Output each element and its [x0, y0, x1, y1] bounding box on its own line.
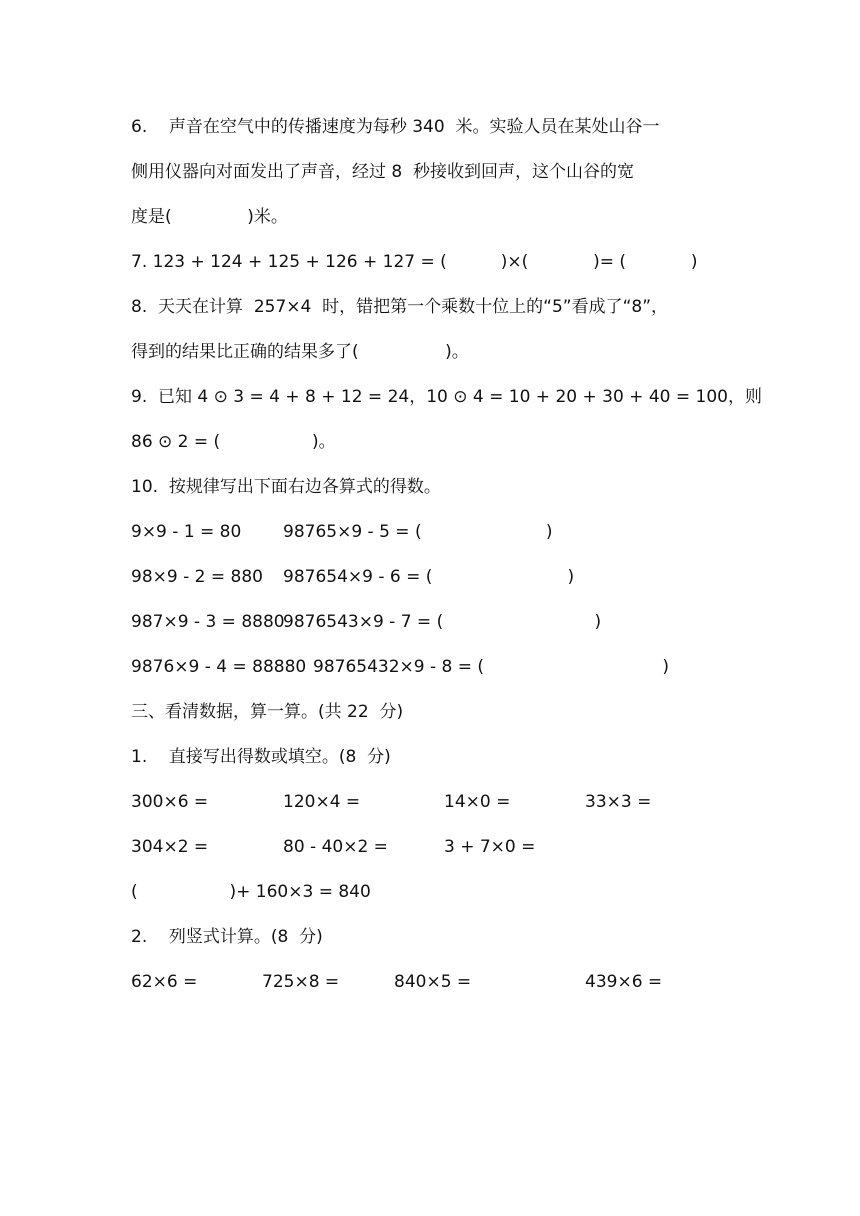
calc-62x6: 62×6 = — [131, 972, 198, 992]
pattern-left-4: 9876×9 - 4 = 88880 — [131, 657, 307, 677]
pattern-right-4: 98765432×9 - 8 = ( ) — [313, 657, 669, 677]
part-2-title: 2. 列竖式计算。(8 分) — [131, 927, 323, 947]
calc-300x6: 300×6 = — [131, 792, 209, 812]
calc-14x0: 14×0 = — [444, 792, 511, 812]
pattern-right-3: 9876543×9 - 7 = ( ) — [283, 612, 602, 632]
part-1-title: 1. 直接写出得数或填空。(8 分) — [131, 747, 391, 767]
q6-line-2: 侧用仪器向对面发出了声音，经过 8 秒接收到回声，这个山谷的宽 — [131, 162, 635, 182]
pattern-right-1: 98765×9 - 5 = ( ) — [283, 522, 553, 542]
calc-3-7x0: 3 + 7×0 = — [444, 837, 536, 857]
q7: 7. 123 + 124 + 125 + 126 + 127 = ( )×( )= ( ) — [131, 252, 698, 272]
q6-line-3: 度是( )米。 — [131, 207, 288, 227]
q9-line-1: 9. 已知 4 ⊙ 3 = 4 + 8 + 12 = 24，10 ⊙ 4 = 10 + 20 + 30 + 40 = 100，则 — [131, 387, 762, 407]
pattern-left-3: 987×9 - 3 = 8880 — [131, 612, 285, 632]
q9-line-2: 86 ⊙ 2 = ( )。 — [131, 432, 336, 452]
pattern-left-1: 9×9 - 1 = 80 — [131, 522, 242, 542]
calc-439x6: 439×6 = — [585, 972, 663, 992]
pattern-left-2: 98×9 - 2 = 880 — [131, 567, 263, 587]
calc-725x8: 725×8 = — [262, 972, 340, 992]
calc-120x4: 120×4 = — [283, 792, 361, 812]
section-3-title: 三、看清数据，算一算。(共 22 分) — [131, 702, 404, 722]
q8-line-1: 8. 天天在计算 257×4 时，错把第一个乘数十位上的“5”看成了“8”， — [131, 297, 669, 317]
calc-80-40x2: 80 - 40×2 = — [283, 837, 388, 857]
q10-title: 10. 按规律写出下面右边各算式的得数。 — [131, 477, 441, 497]
calc-33x3: 33×3 = — [585, 792, 652, 812]
calc-304x2: 304×2 = — [131, 837, 209, 857]
calc-840x5: 840×5 = — [394, 972, 472, 992]
pattern-right-2: 987654×9 - 6 = ( ) — [283, 567, 575, 587]
q8-line-2: 得到的结果比正确的结果多了( )。 — [131, 342, 469, 362]
q6-line-1: 6. 声音在空气中的传播速度为每秒 340 米。实验人员在某处山谷一 — [131, 117, 660, 137]
fill-blank-equation: ( )+ 160×3 = 840 — [131, 882, 371, 902]
